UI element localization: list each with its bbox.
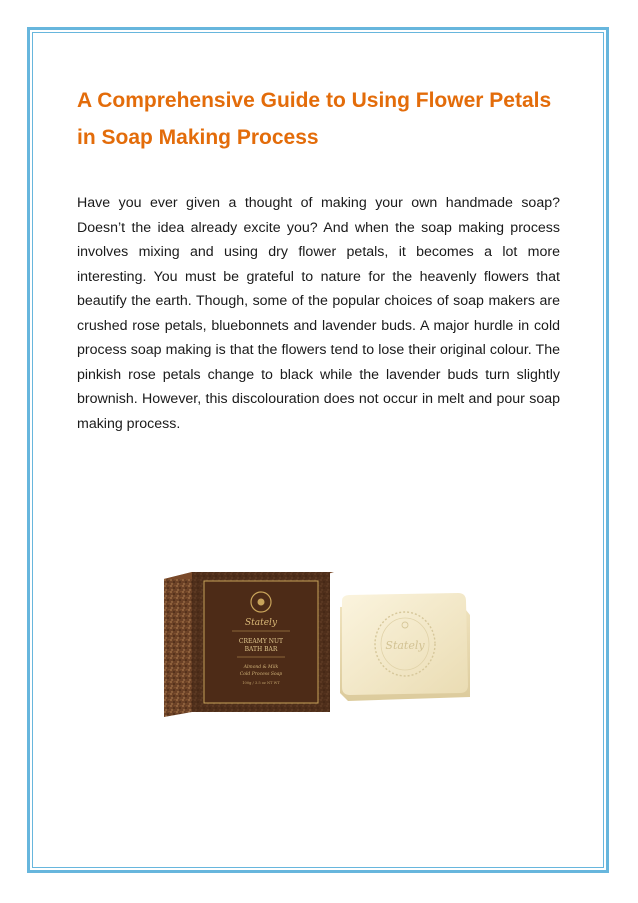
box-product-line1: CREAMY NUT bbox=[238, 638, 284, 645]
soap-product-photo bbox=[152, 567, 492, 717]
box-product-line2: BATH BAR bbox=[244, 646, 278, 653]
soap-box bbox=[164, 572, 334, 717]
box-ingredients-line2: Cold Process Soap bbox=[239, 672, 283, 677]
box-brand-text: Stately bbox=[244, 618, 278, 628]
soap-bar bbox=[340, 593, 470, 701]
page-title: A Comprehensive Guide to Using Flower Petals in Soap Making Process bbox=[77, 89, 552, 149]
body-paragraph: Have you ever given a thought of making your own handmade soap? Doesn’t the idea already excite you? And when the soap making process involves mixing and using dry flower petals, it becomes a lot more interesting. You must be grateful to nature for the heavenly flowers that beautify the earth. Though, some of the popular choices of soap makers are crushed rose petals, bluebonnets and lavender buds. A major hurdle in cold process soap making is that the flowers tend to lose their original colour. The pinkish rose petals change to black while the lavender buds turn slightly brownish. However, this discolouration does not occur in melt and pour soap making process. bbox=[77, 195, 560, 432]
soap-stamp-text: Stately bbox=[385, 639, 425, 652]
box-ingredients-line1: Almond & Milk bbox=[243, 665, 279, 670]
box-weight: 100g / 3.5 oz NT WT bbox=[242, 681, 280, 685]
